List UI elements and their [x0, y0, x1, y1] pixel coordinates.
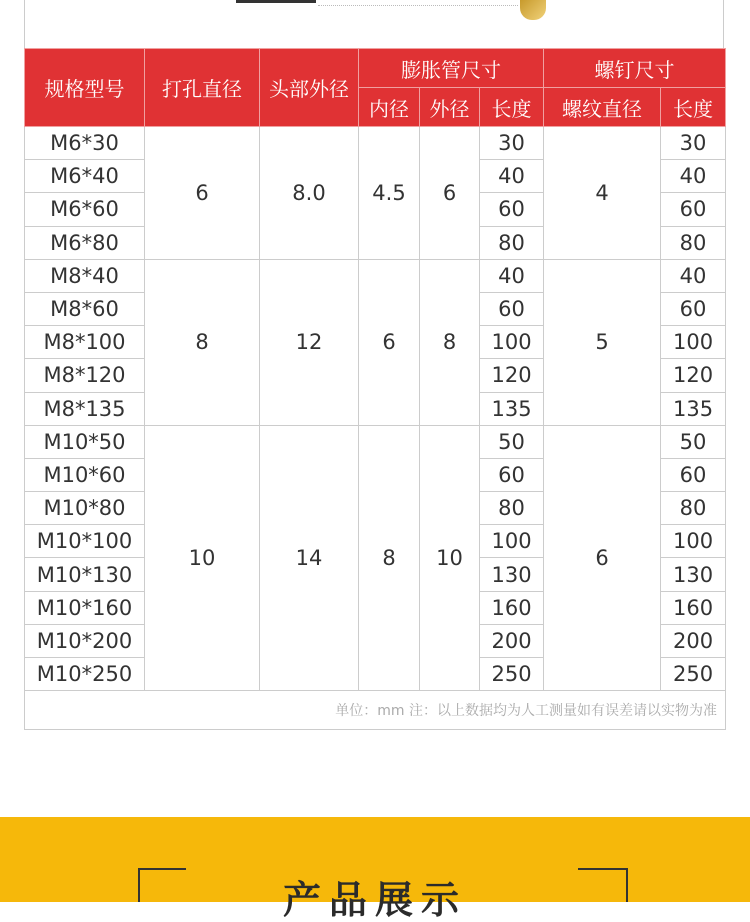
- cell-sleeve-length: 50: [480, 425, 544, 458]
- cell-head-outer-diameter: 8.0: [260, 127, 359, 260]
- cell-model: M6*60: [25, 193, 145, 226]
- cell-drill-diameter: 10: [145, 425, 260, 691]
- cell-sleeve-length: 60: [480, 193, 544, 226]
- cell-model: M8*100: [25, 326, 145, 359]
- cell-screw-length: 120: [661, 359, 726, 392]
- cell-screw-length: 50: [661, 425, 726, 458]
- previous-section-dotted-line: [318, 0, 518, 6]
- cell-model: M8*40: [25, 259, 145, 292]
- cell-drill-diameter: 6: [145, 127, 260, 260]
- cell-sleeve-length: 160: [480, 591, 544, 624]
- cell-screw-length: 130: [661, 558, 726, 591]
- spec-table-body: [25, 127, 726, 691]
- cell-screw-thread: 4: [544, 127, 661, 260]
- cell-sleeve-length: 30: [480, 127, 544, 160]
- cell-screw-length: 100: [661, 326, 726, 359]
- cell-model: M6*30: [25, 127, 145, 160]
- banner-frame-gap: [186, 866, 578, 872]
- cell-sleeve-length: 100: [480, 525, 544, 558]
- cell-screw-thread: 6: [544, 425, 661, 691]
- cell-screw-length: 160: [661, 591, 726, 624]
- cell-model: M8*120: [25, 359, 145, 392]
- cell-model: M10*160: [25, 591, 145, 624]
- header-model: 规格型号: [25, 49, 145, 127]
- cell-sleeve-inner: 8: [359, 425, 420, 691]
- table-row: [25, 425, 726, 458]
- banner-title: 产品展示: [282, 878, 467, 922]
- cell-sleeve-outer: 10: [420, 425, 480, 691]
- cell-sleeve-length: 250: [480, 658, 544, 691]
- cell-sleeve-length: 100: [480, 326, 544, 359]
- spec-table: [24, 48, 726, 730]
- cell-sleeve-length: 40: [480, 160, 544, 193]
- header-screw-thread: 螺纹直径: [544, 88, 661, 127]
- cell-sleeve-length: 130: [480, 558, 544, 591]
- cell-model: M8*60: [25, 292, 145, 325]
- cell-model: M10*130: [25, 558, 145, 591]
- cell-screw-length: 80: [661, 492, 726, 525]
- cell-screw-length: 250: [661, 658, 726, 691]
- table-row: [25, 259, 726, 292]
- cell-sleeve-length: 135: [480, 392, 544, 425]
- cell-model: M6*80: [25, 226, 145, 259]
- cell-model: M8*135: [25, 392, 145, 425]
- cell-sleeve-outer: 8: [420, 259, 480, 425]
- cell-sleeve-inner: 6: [359, 259, 420, 425]
- cell-sleeve-length: 80: [480, 492, 544, 525]
- cell-model: M6*40: [25, 160, 145, 193]
- cell-screw-length: 135: [661, 392, 726, 425]
- cell-screw-length: 60: [661, 193, 726, 226]
- cell-screw-length: 30: [661, 127, 726, 160]
- cell-model: M10*50: [25, 425, 145, 458]
- cell-drill-diameter: 8: [145, 259, 260, 425]
- cell-screw-length: 100: [661, 525, 726, 558]
- cell-screw-length: 60: [661, 292, 726, 325]
- cell-model: M10*60: [25, 458, 145, 491]
- header-sleeve-inner: 内径: [359, 88, 420, 127]
- table-note: 单位：mm 注：以上数据均为人工测量如有误差请以实物为准: [25, 691, 726, 730]
- cell-screw-length: 60: [661, 458, 726, 491]
- cell-sleeve-length: 120: [480, 359, 544, 392]
- cell-sleeve-outer: 6: [420, 127, 480, 260]
- cell-sleeve-length: 60: [480, 458, 544, 491]
- header-sleeve-length: 长度: [480, 88, 544, 127]
- header-screw-group: 螺钉尺寸: [544, 49, 726, 88]
- cell-screw-length: 40: [661, 160, 726, 193]
- cell-model: M10*200: [25, 624, 145, 657]
- header-head-outer-diameter: 头部外径: [260, 49, 359, 127]
- cell-screw-thread: 5: [544, 259, 661, 425]
- cell-head-outer-diameter: 14: [260, 425, 359, 691]
- header-sleeve-outer: 外径: [420, 88, 480, 127]
- header-screw-length: 长度: [661, 88, 726, 127]
- cell-model: M10*250: [25, 658, 145, 691]
- cell-sleeve-length: 80: [480, 226, 544, 259]
- cell-sleeve-length: 60: [480, 292, 544, 325]
- table-row: [25, 127, 726, 160]
- cell-screw-length: 200: [661, 624, 726, 657]
- previous-section-divider: [236, 0, 316, 3]
- cell-sleeve-length: 40: [480, 259, 544, 292]
- previous-section-frame: [24, 0, 724, 48]
- cell-sleeve-inner: 4.5: [359, 127, 420, 260]
- cell-model: M10*80: [25, 492, 145, 525]
- cell-screw-length: 80: [661, 226, 726, 259]
- cell-sleeve-length: 200: [480, 624, 544, 657]
- header-drill-diameter: 打孔直径: [145, 49, 260, 127]
- header-sleeve-group: 膨胀管尺寸: [359, 49, 544, 88]
- cell-screw-length: 40: [661, 259, 726, 292]
- cell-model: M10*100: [25, 525, 145, 558]
- cell-head-outer-diameter: 12: [260, 259, 359, 425]
